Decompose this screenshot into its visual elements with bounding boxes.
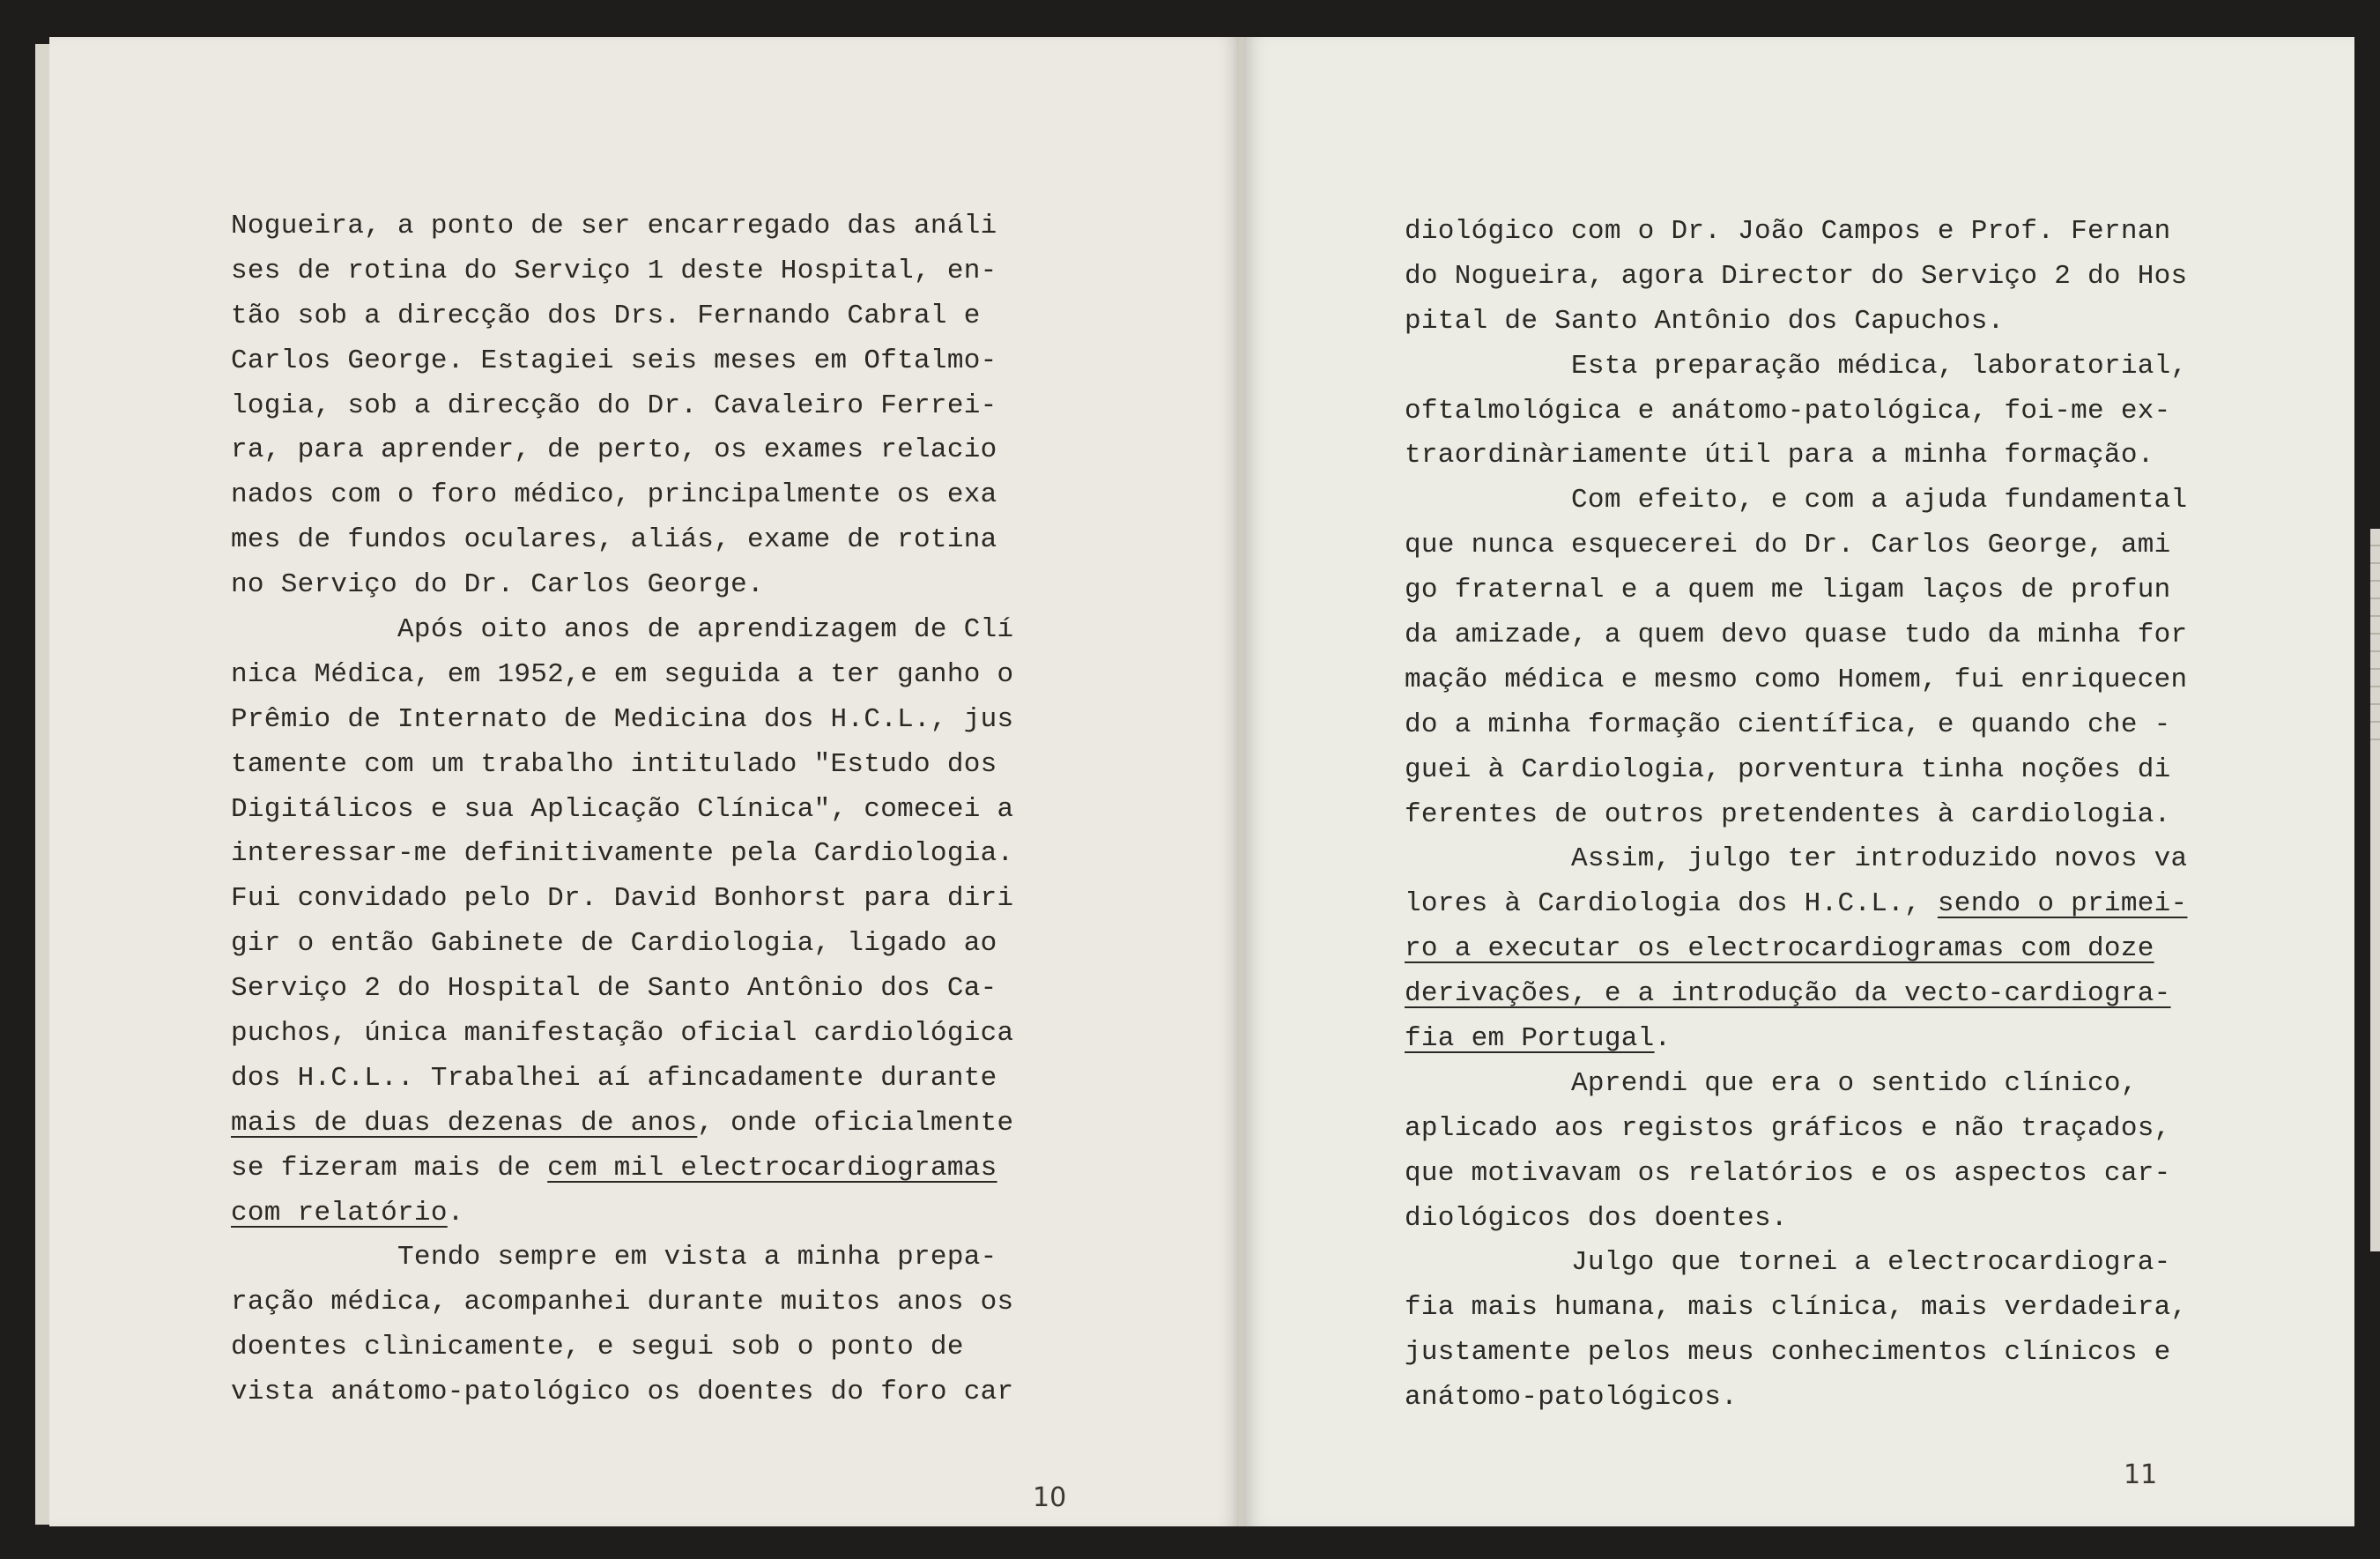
text-line (231, 788, 1013, 833)
text-line (231, 1012, 1013, 1057)
underlined-text: fia em Portugal (1405, 1023, 1655, 1055)
text-line (1405, 300, 2187, 345)
text-segment: diológicos dos doentes. (1405, 1202, 1788, 1234)
text-segment: Carlos George. Estagiei seis meses em Oftalmo- (231, 345, 997, 376)
text-line (231, 698, 1013, 743)
text-segment: Assim, julgo ter introduzido novos va (1405, 843, 2188, 875)
left-page-text (231, 204, 1013, 1415)
text-segment: Nogueira, a ponto de ser encarregado das análi (231, 211, 997, 241)
text-segment: ração médica, acompanhei durante muitos anos os (231, 1287, 1014, 1318)
text-line (231, 608, 1013, 653)
text-segment: . (447, 1197, 464, 1229)
text-line (1405, 210, 2187, 255)
text-line (231, 1325, 1013, 1370)
text-segment: gir o então Gabinete de Cardiologia, ligado ao (231, 928, 997, 960)
right-page-text (1405, 210, 2187, 1421)
text-line (1405, 523, 2187, 568)
text-line (1405, 434, 2187, 479)
underlined-text: derivações, e a introdução da vecto-cardiogra- (1405, 978, 2171, 1010)
text-segment: diológico com o Dr. João Campos e Prof. Fernan (1405, 216, 2171, 247)
text-line (1405, 1331, 2187, 1376)
text-segment: tão sob a direcção dos Drs. Fernando Cabral e (231, 300, 981, 331)
text-line (1405, 658, 2187, 703)
text-line (231, 1102, 1013, 1147)
text-segment: dos H.C.L.. Trabalhei aí afincadamente durante (231, 1062, 997, 1094)
text-segment: ferentes de outros pretendentes à cardiologia. (1405, 798, 2171, 830)
text-line (1405, 703, 2187, 748)
text-segment: aplicado aos registos gráficos e não traçados, (1405, 1112, 2171, 1144)
text-line (231, 1370, 1013, 1415)
text-segment: Após oito anos de aprendizagem de Clí (231, 614, 1014, 646)
text-segment: que motivavam os relatórios e os aspectos car- (1405, 1157, 2171, 1189)
text-line (231, 967, 1013, 1012)
text-line (1405, 479, 2187, 523)
text-segment: nados com o foro médico, principalmente os exa (231, 479, 997, 511)
underlined-text: sendo o primei- (1937, 888, 2188, 920)
open-book (35, 37, 2354, 1528)
text-segment: oftalmológica e anátomo-patológica, foi-me ex- (1405, 395, 2171, 427)
right-page (1244, 37, 2354, 1526)
text-line (231, 1236, 1013, 1281)
text-line (231, 1192, 1013, 1236)
text-segment: ra, para aprender, de perto, os exames relacio (231, 434, 997, 466)
text-segment: ses de rotina do Serviço 1 deste Hospital, en- (231, 255, 997, 286)
text-segment: se fizeram mais de (231, 1152, 548, 1184)
text-line (231, 653, 1013, 698)
text-segment: Esta preparação médica, laboratorial, (1405, 350, 2188, 382)
text-line (1405, 882, 2187, 927)
left-page (49, 37, 1241, 1526)
text-segment: logia, sob a direcção do Dr. Cavaleiro Ferrei- (231, 390, 997, 421)
text-line (231, 428, 1013, 473)
text-line (231, 563, 1013, 608)
text-line (1405, 1241, 2187, 1286)
text-line (231, 384, 1013, 429)
text-segment: . (1654, 1023, 1672, 1055)
text-line (231, 1281, 1013, 1325)
text-line (231, 294, 1013, 339)
text-line (231, 877, 1013, 922)
text-segment: interessar-me definitivamente pela Cardiologia. (231, 838, 1014, 870)
underlined-text: ro a executar os electrocardiogramas com doze (1405, 933, 2154, 965)
text-line (1405, 390, 2187, 434)
text-segment: doentes clìnicamente, e segui sob o ponto de (231, 1332, 964, 1363)
text-line (1405, 1062, 2187, 1107)
text-segment: go fraternal e a quem me ligam laços de profun (1405, 575, 2171, 606)
text-line (231, 339, 1013, 384)
text-segment: lores à Cardiologia dos H.C.L., (1405, 888, 1938, 920)
text-line (231, 473, 1013, 518)
underlined-text: mais de duas dezenas de anos (231, 1107, 698, 1139)
text-line (231, 204, 1013, 249)
underlined-text: com relatório (231, 1197, 448, 1229)
text-segment: Tendo sempre em vista a minha prepa- (231, 1242, 997, 1273)
text-line (1405, 1286, 2187, 1331)
text-line (231, 1147, 1013, 1192)
text-line (1405, 927, 2187, 972)
text-segment: pital de Santo Antônio dos Capuchos. (1405, 305, 2005, 337)
text-segment: Fui convidado pelo Dr. David Bonhorst para diri (231, 883, 1014, 915)
text-line (231, 1057, 1013, 1102)
text-segment: que nunca esquecerei do Dr. Carlos George, ami (1405, 530, 2171, 561)
text-line (1405, 1107, 2187, 1152)
text-line (1405, 1152, 2187, 1197)
text-segment: anátomo-patológicos. (1405, 1382, 1739, 1414)
text-line (1405, 972, 2187, 1017)
text-line (1405, 255, 2187, 300)
text-line (1405, 748, 2187, 793)
text-segment: no Serviço do Dr. Carlos George. (231, 569, 764, 601)
text-segment: tamente com um trabalho intitulado "Estudo dos (231, 748, 997, 780)
text-segment: Aprendi que era o sentido clínico, (1405, 1067, 2138, 1099)
text-segment: traordinàriamente útil para a minha formação. (1405, 440, 2154, 471)
text-line (1405, 345, 2187, 390)
text-line (231, 743, 1013, 788)
text-line (1405, 1376, 2187, 1421)
text-line (231, 249, 1013, 294)
text-segment: fia mais humana, mais clínica, mais verdadeira, (1405, 1292, 2188, 1324)
text-line (1405, 1017, 2187, 1062)
text-segment: vista anátomo-patológico os doentes do foro car (231, 1377, 1014, 1408)
text-segment: mação médica e mesmo como Homem, fui enriquecen (1405, 664, 2188, 695)
text-segment: do Nogueira, agora Director do Serviço 2 do Hos (1405, 260, 2188, 292)
text-line (231, 518, 1013, 563)
text-segment: Digitálicos e sua Aplicação Clínica", comecei a (231, 793, 1014, 825)
page-marker-tab (2370, 529, 2380, 1251)
underlined-text: cem mil electrocardiogramas (547, 1152, 997, 1184)
text-segment: guei à Cardiologia, porventura tinha noções di (1405, 754, 2171, 785)
text-segment: da amizade, a quem devo quase tudo da minha for (1405, 620, 2188, 651)
text-line (231, 832, 1013, 877)
left-page-number: 10 (1033, 1482, 1067, 1513)
text-segment: mes de fundos oculares, aliás, exame de rotina (231, 524, 997, 556)
text-segment: Julgo que tornei a electrocardiogra- (1405, 1247, 2171, 1279)
right-page-number: 11 (2124, 1459, 2158, 1490)
text-line (231, 922, 1013, 967)
text-line (1405, 613, 2187, 658)
text-segment: do a minha formação científica, e quando che - (1405, 709, 2171, 740)
text-segment: justamente pelos meus conhecimentos clínicos e (1405, 1337, 2171, 1369)
text-line (1405, 837, 2187, 882)
text-segment: , onde oficialmente (697, 1107, 1014, 1139)
text-line (1405, 568, 2187, 613)
text-segment: nica Médica, em 1952,e em seguida a ter ganho o (231, 658, 1014, 690)
text-line (1405, 1197, 2187, 1242)
text-segment: Serviço 2 do Hospital de Santo Antônio dos Ca- (231, 973, 997, 1005)
text-segment: Com efeito, e com a ajuda fundamental (1405, 485, 2188, 516)
text-line (1405, 793, 2187, 838)
text-segment: puchos, única manifestação oficial cardiológica (231, 1018, 1014, 1050)
text-segment: Prêmio de Internato de Medicina dos H.C.L., jus (231, 703, 1014, 735)
